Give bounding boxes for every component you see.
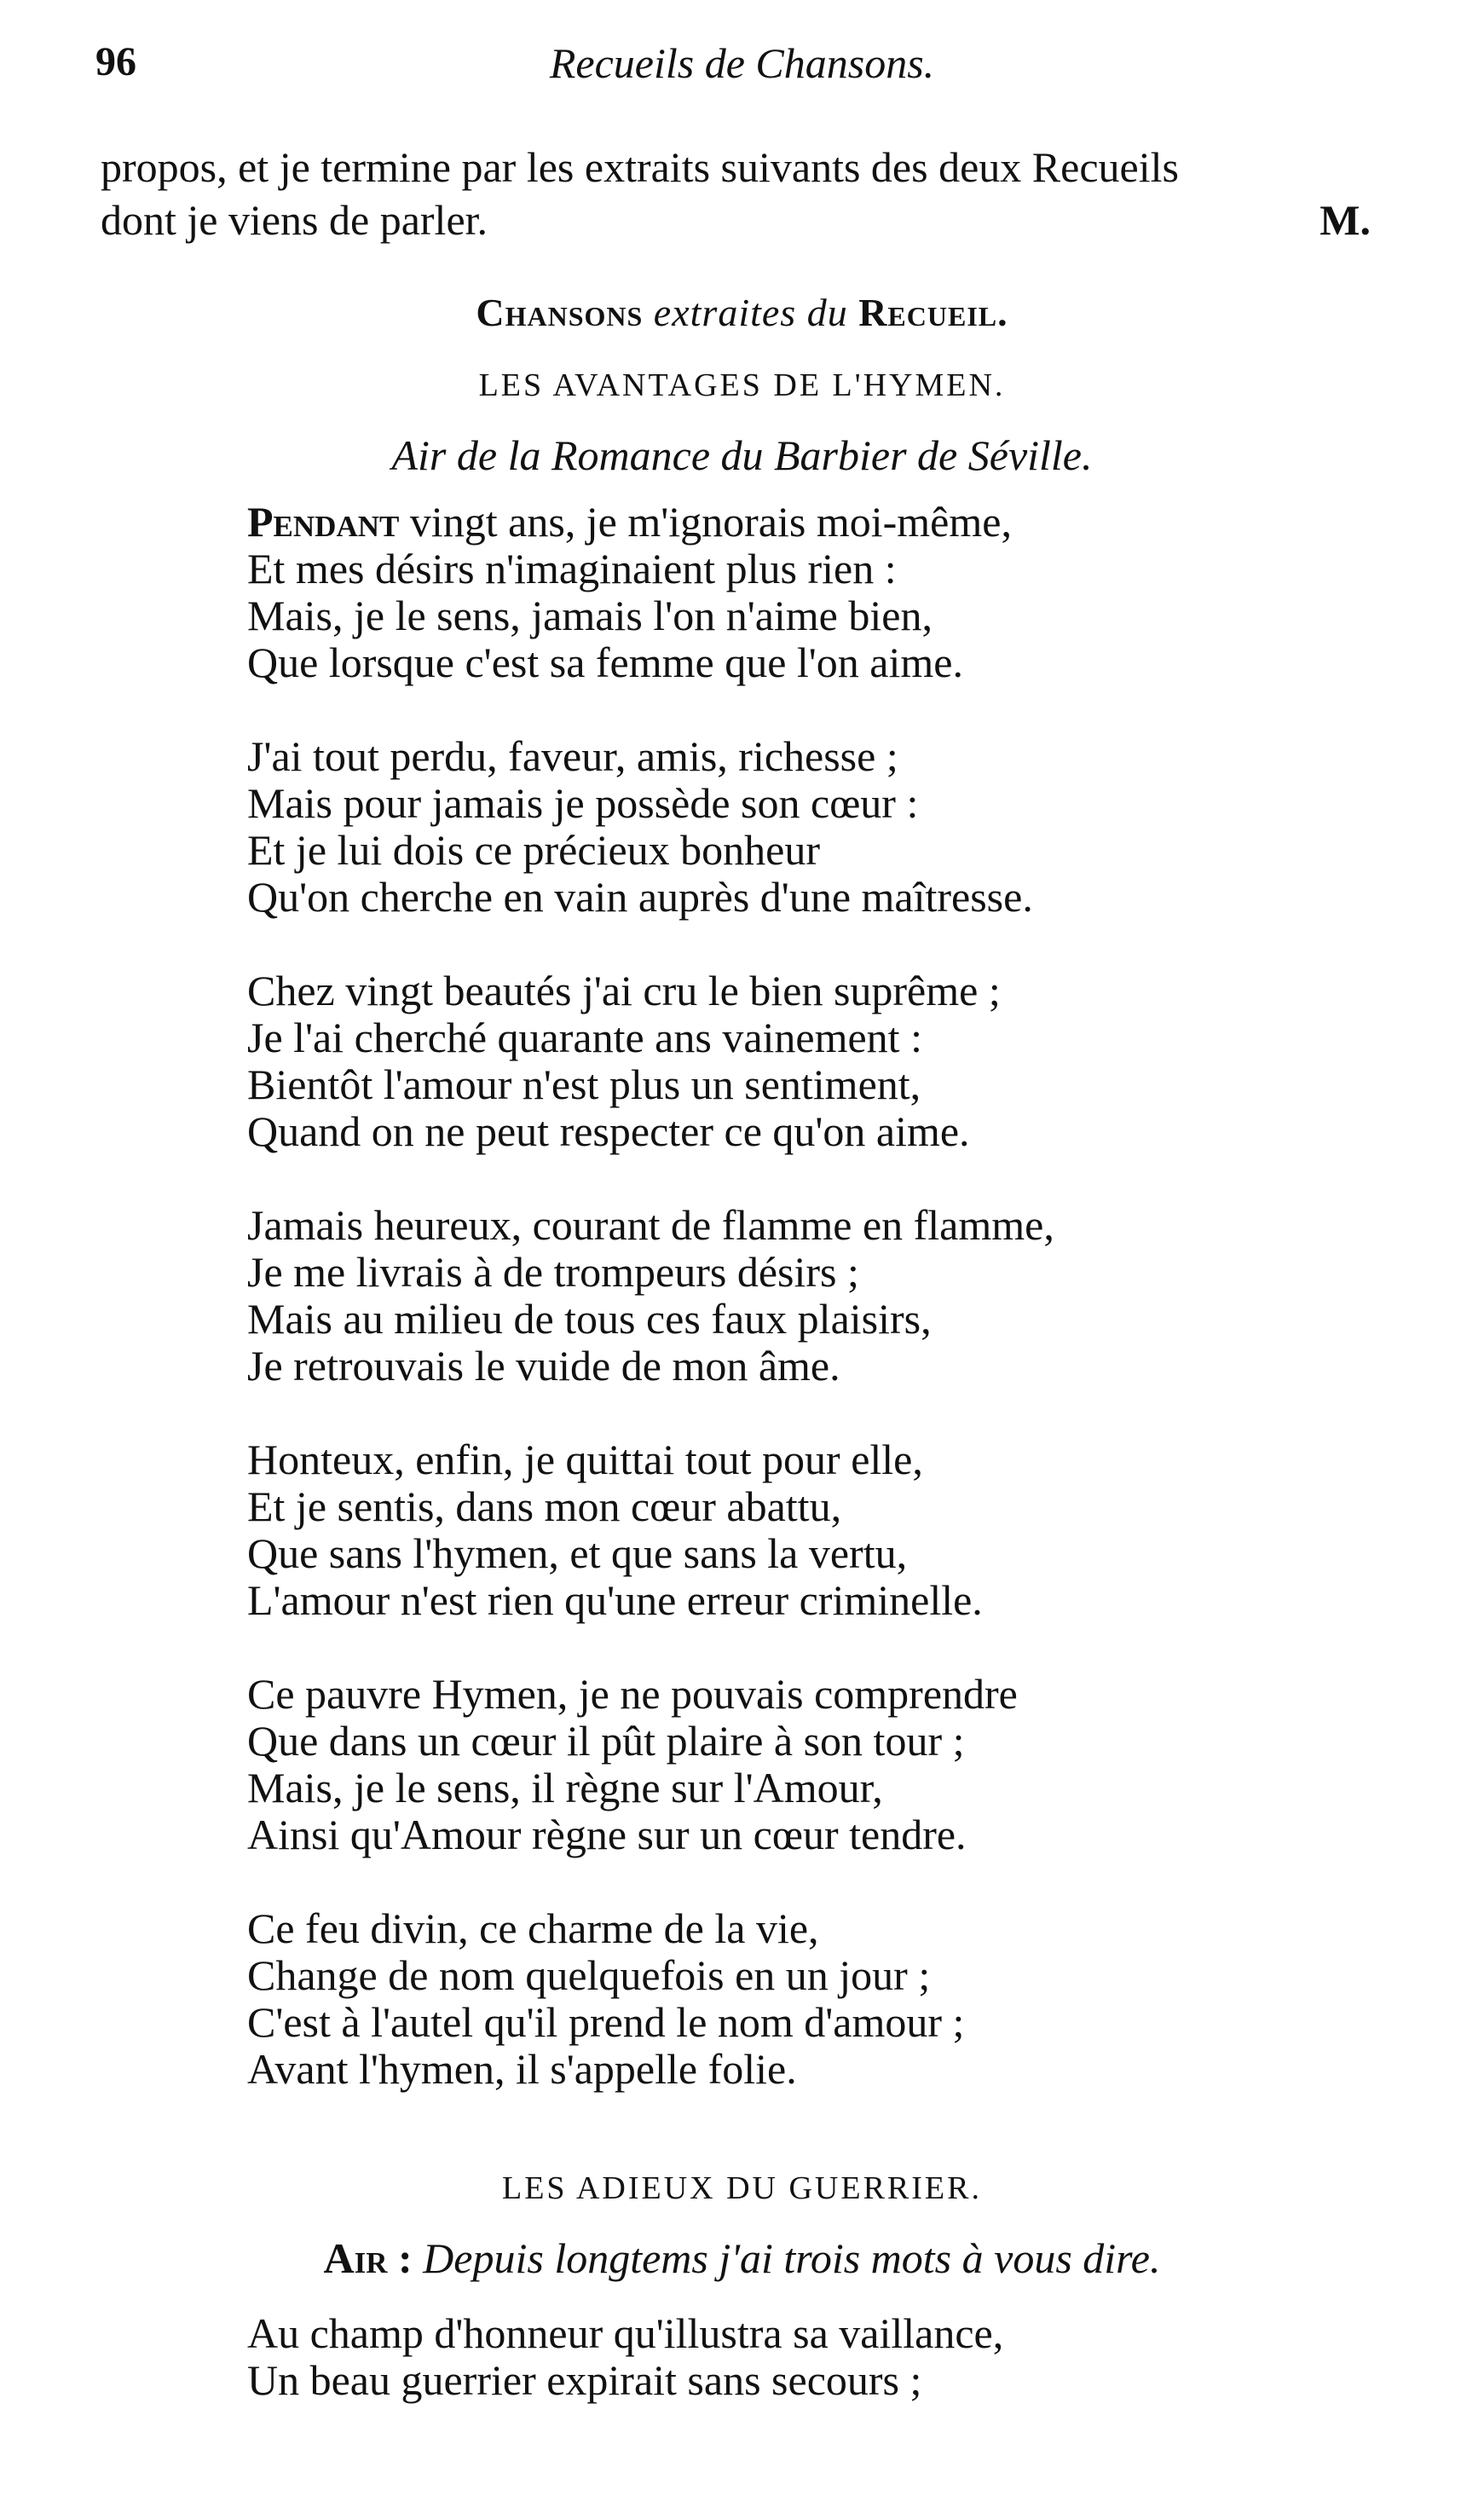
verse-line: Au champ d'honneur qu'illustra sa vaillance, [247, 2309, 1004, 2357]
intro-paragraph [101, 141, 1396, 246]
verse-line: C'est à l'autel qu'il prend le nom d'amour ; [247, 1998, 965, 2046]
song1-title: LES AVANTAGES DE L'HYMEN. [478, 367, 1006, 403]
verse-line: J'ai tout perdu, faveur, amis, richesse ; [247, 732, 898, 780]
verse-line: Chez vingt beautés j'ai cru le bien suprême ; [247, 967, 1001, 1014]
verse-line: Mais, je le sens, il règne sur l'Amour, [247, 1764, 883, 1811]
drop-lead-word: Pendant [247, 498, 400, 546]
page-header [0, 38, 1484, 98]
verse-line: Et mes désirs n'imaginaient plus rien : [247, 545, 897, 592]
verse-line: Change de nom quelquefois en un jour ; [247, 1951, 931, 1999]
section-heading-part3: Recueil. [858, 291, 1008, 334]
verse-line: Que lorsque c'est sa femme que l'on aime. [247, 638, 963, 686]
verse-line: Un beau guerrier expirait sans secours ; [247, 2356, 922, 2404]
verse-line: Mais pour jamais je possède son cœur : [247, 779, 919, 827]
verse-line: Bientôt l'amour n'est plus un sentiment, [247, 1060, 921, 1108]
section-heading [0, 290, 1484, 335]
intro-line-2: dont je viens de parler. [101, 196, 488, 244]
verse-line: Qu'on cherche en vain auprès d'une maîtresse. [247, 873, 1033, 921]
song1-stanza-6 [247, 1671, 1355, 1858]
song1-stanza-5 [247, 1436, 1355, 1624]
verse-line: Je l'ai cherché quarante ans vainement : [247, 1014, 922, 1061]
verse-line: Honteux, enfin, je quittai tout pour elle, [247, 1436, 923, 1483]
signature: M. [1319, 196, 1371, 244]
song1-stanza-3 [247, 968, 1355, 1155]
song1-stanza-2 [247, 733, 1355, 921]
air-label: Air : [323, 2234, 413, 2282]
section-heading-part2: extraites du [653, 291, 848, 334]
verse-line: Je retrouvais le vuide de mon âme. [247, 1342, 840, 1390]
intro-line-1: propos, et je termine par les extraits suivants des deux Recueils [101, 143, 1179, 191]
verse-line: Et je lui dois ce précieux bonheur [247, 826, 820, 874]
verse-line: Ce pauvre Hymen, je ne pouvais comprendre [247, 1670, 1018, 1718]
song1-stanza-1 [247, 499, 1355, 686]
verse-line: Je me livrais à de trompeurs désirs ; [247, 1248, 859, 1296]
verse-line: Quand on ne peut respecter ce qu'on aime. [247, 1107, 970, 1155]
verse-line: Avant l'hymen, il s'appelle folie. [247, 2045, 797, 2093]
air-text: Depuis longtems j'ai trois mots à vous dire. [423, 2234, 1161, 2282]
song1-stanza-7 [247, 1905, 1355, 2093]
running-head: Recueils de Chansons. [549, 39, 935, 87]
intro-line-2-row [101, 194, 1396, 246]
verse-line: Mais, je le sens, jamais l'on n'aime bien, [247, 592, 933, 639]
verse-line-text: vingt ans, je m'ignorais moi-même, [409, 498, 1012, 546]
verse-line: Et je sentis, dans mon cœur abattu, [247, 1482, 842, 1530]
verse-line: Ainsi qu'Amour règne sur un cœur tendre. [247, 1811, 967, 1858]
verse-line: Ce feu divin, ce charme de la vie, [247, 1904, 819, 1952]
page-number: 96 [95, 39, 136, 84]
verse-line: Que dans un cœur il pût plaire à son tour ; [247, 1717, 965, 1765]
song2-stanza-1 [247, 2310, 1355, 2404]
verse-line: Que sans l'hymen, et que sans la vertu, [247, 1529, 908, 1577]
verse-line [247, 499, 1355, 546]
song1-stanza-4 [247, 1202, 1355, 1390]
verse-line: Mais au milieu de tous ces faux plaisirs, [247, 1295, 932, 1343]
song1-air: Air de la Romance du Barbier de Séville. [391, 431, 1093, 479]
verse-line: Jamais heureux, courant de flamme en flamme, [247, 1201, 1054, 1249]
song2-air [0, 2233, 1484, 2283]
song2-title: LES ADIEUX DU GUERRIER. [502, 2170, 982, 2206]
section-heading-part1: Chansons [476, 291, 644, 334]
verse-line: L'amour n'est rien qu'une erreur criminelle. [247, 1576, 983, 1624]
